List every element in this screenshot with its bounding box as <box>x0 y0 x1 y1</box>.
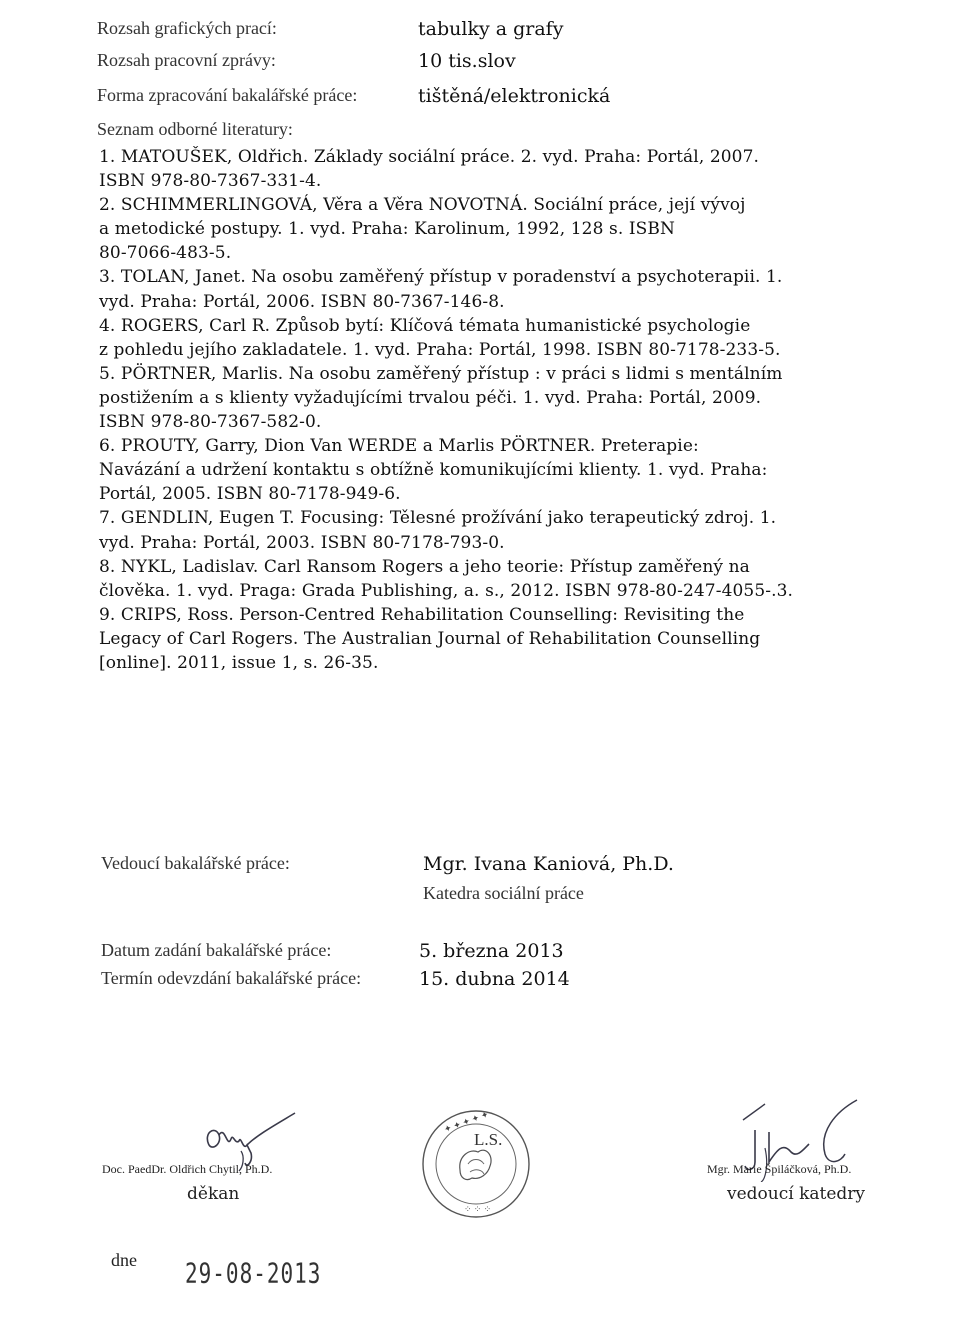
reference-line: 8. NYKL, Ladislav. Carl Ransom Rogers a jeho teorie: Přístup zaměřený na <box>99 556 750 577</box>
reference-line: ISBN 978-80-7367-582-0. <box>99 412 322 433</box>
reference-line: postižením a s klienty vyžadujícími trvalou péči. 1. vyd. Praha: Portál, 2009. <box>99 387 762 408</box>
reference-line: 3. TOLAN, Janet. Na osobu zaměřený přístup v poradenství a psychoterapii. 1. <box>99 267 783 288</box>
assignment-date-value: 5. března 2013 <box>419 940 564 962</box>
info-label-graphics: Rozsah grafických prací: <box>97 18 277 38</box>
info-label-form: Forma zpracování bakalářské práce: <box>97 85 358 105</box>
reference-line: Portál, 2005. ISBN 80-7178-949-6. <box>99 484 401 505</box>
stamped-date: 29-08-2013 <box>185 1258 322 1290</box>
reference-line: [online]. 2011, issue 1, s. 26-35. <box>99 652 379 673</box>
submission-date-label: Termín odevzdání bakalářské práce: <box>101 968 362 988</box>
info-value-graphics: tabulky a grafy <box>418 18 564 40</box>
info-value-extent: 10 tis.slov <box>418 50 516 72</box>
svg-text:✦ ✦ ✦ ✦ ✦: ✦ ✦ ✦ ✦ ✦ <box>442 1109 490 1135</box>
reference-line: vyd. Praha: Portál, 2006. ISBN 80-7367-146-8. <box>99 291 505 312</box>
reference-line: 9. CRIPS, Ross. Person-Centred Rehabilitation Counselling: Revisiting the <box>99 604 745 625</box>
head-name: Mgr. Marie Špiláčková, Ph.D. <box>707 1162 852 1176</box>
reference-line: 4. ROGERS, Carl R. Způsob bytí: Klíčová témata humanistické psychologie <box>99 315 751 336</box>
supervisor-name: Mgr. Ivana Kaniová, Ph.D. <box>423 853 674 875</box>
reference-line: 5. PÖRTNER, Marlis. Na osobu zaměřený přístup : v práci s lidmi s mentálním <box>99 363 783 384</box>
info-label-extent: Rozsah pracovní zprávy: <box>97 50 276 70</box>
svg-text:⁘ ⁘ ⁘: ⁘ ⁘ ⁘ <box>464 1204 492 1214</box>
reference-line: 6. PROUTY, Garry, Dion Van WERDE a Marlis PÖRTNER. Preterapie: <box>99 436 699 457</box>
head-role: vedoucí katedry <box>727 1184 866 1204</box>
reference-list <box>99 145 879 675</box>
reference-line: 80-7066-483-5. <box>99 243 232 264</box>
reference-line: ISBN 978-80-7367-331-4. <box>99 171 322 192</box>
reference-line: vyd. Praha: Portál, 2003. ISBN 80-7178-793-0. <box>99 532 505 553</box>
reference-line: Navázání a udržení kontaktu s obtížně komunikujícími klienty. 1. vyd. Praha: <box>99 460 768 481</box>
date-label: dne <box>111 1250 137 1270</box>
reference-line: a metodické postupy. 1. vyd. Praha: Karolinum, 1992, 128 s. ISBN <box>99 219 675 240</box>
info-label-literature: Seznam odborné literatury: <box>97 119 293 139</box>
submission-date-value: 15. dubna 2014 <box>419 968 570 990</box>
stamp-text: L.S. <box>474 1130 503 1149</box>
official-stamp-icon <box>420 1108 532 1220</box>
reference-line: člověka. 1. vyd. Praga: Grada Publishing, a. s., 2012. ISBN 978-80-247-4055-.3. <box>99 580 794 601</box>
info-value-form: tištěná/elektronická <box>418 85 611 107</box>
supervisor-department: Katedra sociální práce <box>423 883 584 903</box>
reference-line: 2. SCHIMMERLINGOVÁ, Věra a Věra NOVOTNÁ. Sociální práce, její vývoj <box>99 195 746 216</box>
reference-line: 1. MATOUŠEK, Oldřich. Základy sociální práce. 2. vyd. Praha: Portál, 2007. <box>99 147 759 167</box>
reference-line: 7. GENDLIN, Eugen T. Focusing: Tělesné prožívání jako terapeutický zdroj. 1. <box>99 508 777 529</box>
dean-name: Doc. PaedDr. Oldřich Chytil, Ph.D. <box>102 1162 273 1176</box>
reference-line: z pohledu jejího zakladatele. 1. vyd. Praha: Portál, 1998. ISBN 80-7178-233-5. <box>99 339 781 360</box>
assignment-date-label: Datum zadání bakalářské práce: <box>101 940 332 960</box>
dean-role: děkan <box>187 1184 240 1204</box>
supervisor-label: Vedoucí bakalářské práce: <box>101 853 290 873</box>
reference-line: Legacy of Carl Rogers. The Australian Journal of Rehabilitation Counselling <box>99 628 761 649</box>
